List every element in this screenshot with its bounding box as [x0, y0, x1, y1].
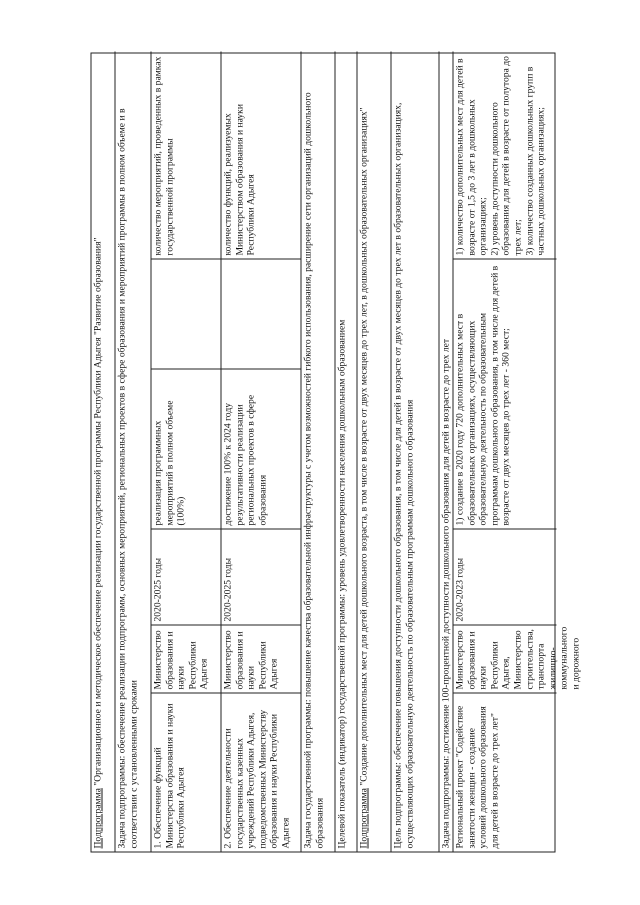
activity-name: 1. Обеспечение функций Министерства образования и науки Республики Адыгея [152, 703, 187, 848]
period: 2020-2023 годы [453, 529, 556, 625]
expected-result: реализация программных мероприятий в полном объеме (100%) [151, 369, 220, 529]
indicator: 1) количество дополнительных мест для детей в возрасте от 1,5 до 3 лет в дошкольных организациях; 2) уровень доступности дошкольного образования для детей в возрасте от полутора до трех лет; 3) количество созданных дошкольных групп в частных дошкольных организациях; [453, 51, 556, 259]
aim-text: Цель подпрограммы: обеспечение повышения доступности дошкольного образования, в том числе для детей в возрасте от двух месяцев до трех лет в образовательных организациях, осуществляющих образовательную деятельность по образовательным программам дошкольного образования [392, 102, 415, 848]
indicator: количество функций, реализуемых Министерством образования и науки Республики Адыгея [221, 51, 300, 259]
subprogram-title: "Создание дополнительных мест для детей дошкольного возраста, в том числе в возрасте от двух месяцев до трех лет, в дошкольных образовательных организациях" [358, 106, 369, 788]
activity-name: 2. Обеспечение деятельности государственных казенных учреждений Республики Адыгея, подведомственных Министерству образования и науки Республики Адыгея [222, 709, 291, 848]
subprogram-label: Подпрограмма [92, 787, 103, 848]
target-text: Целевой показатель (индикатор) государственной программы: уровень удовлетворенности населения дошкольным образованием [336, 319, 347, 848]
table-row [453, 51, 581, 851]
subprogram-label: Подпрограмма [358, 787, 369, 848]
goal-text: Задача государственной программы: повышение качества образовательной инфраструктуры с учетом возможностей гибкого использования, расширение сети организаций дошкольного образования [302, 91, 325, 848]
executor: Министерство образования и науки Республики Адыгея, Министерство строительства, транспорта жилищно-коммунального и дорожного [453, 625, 556, 693]
program-goal [301, 51, 335, 851]
table-row [151, 51, 221, 851]
subprogram-header [357, 51, 391, 851]
indicator: количество мероприятий, проведенных в рамках государственной программы [151, 51, 220, 259]
empty-cell [221, 259, 300, 369]
activity-name: Региональный проект "Содействие занятости женщин - создание условий дошкольного образования для детей в возрасте до трех лет" [454, 705, 500, 848]
program-table [90, 52, 581, 852]
expected-result: 1) создание в 2020 году 720 дополнительных мест в образовательных организациях, осуществляющих образовательную деятельность по образовательным программам дошкольного образования, в том числе для детей в возрасте от двух месяцев до трех лет - 360 мест; [453, 259, 556, 529]
empty-cell [151, 259, 220, 369]
table-row [221, 51, 301, 851]
executor: Министерство образования и науки Республики Адыгея [221, 625, 300, 693]
subprogram-task [115, 51, 151, 851]
subprogram-aim [391, 51, 439, 851]
period: 2020-2025 годы [221, 529, 300, 625]
task-text: Задача подпрограммы: обеспечение реализации подпрограмм, основных мероприятий, региональных проектов в сфере образования и мероприятий программы в полном объеме и в соответствии с установленными сроками [116, 107, 139, 848]
expected-result: достижение 100% к 2024 году результативности реализации региональных проектов в сфере образования [221, 369, 300, 529]
subprogram-task [439, 51, 453, 851]
target-indicator [335, 51, 357, 851]
rotated-document-page [90, 52, 581, 852]
subprogram-header [91, 51, 115, 851]
executor: Министерство образования и науки Республики Адыгея [151, 625, 220, 693]
task-text: Задача подпрограммы: достижение 100-процентной доступности дошкольного образования для детей в возрасте до трех лет [440, 338, 451, 848]
subprogram-title: "Организационное и методическое обеспечение реализации государственной программы Республики Адыгея "Развитие образования" [92, 237, 103, 788]
period: 2020-2025 годы [151, 529, 220, 625]
